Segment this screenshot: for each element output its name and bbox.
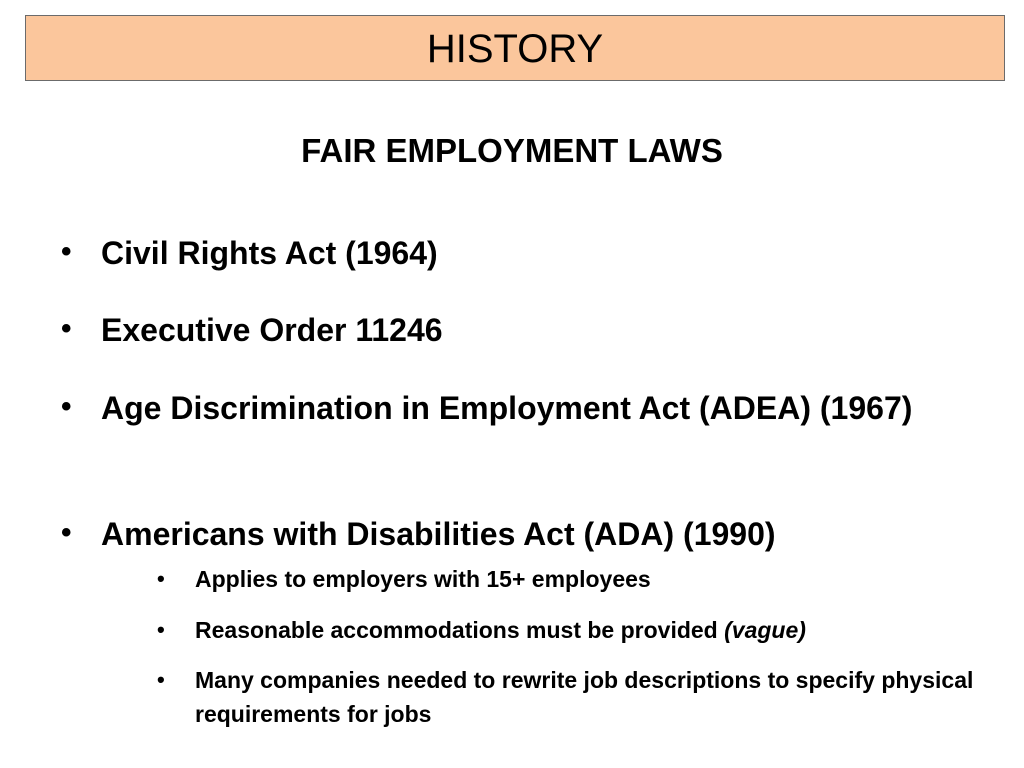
sub-list-item-text-wrapper — [195, 613, 985, 647]
sub-bullet-marker: • — [157, 566, 165, 591]
bullet-marker: • — [61, 390, 72, 423]
list-item-text: Civil Rights Act (1964) — [101, 235, 438, 271]
bullet-marker: • — [61, 235, 72, 268]
emphasis-text: (vague) — [724, 617, 806, 643]
sub-list-item-text: Applies to employers with 15+ employees — [195, 566, 651, 592]
slide-title: HISTORY — [426, 26, 604, 71]
sub-list-item-text: Many companies needed to rewrite job descriptions to specify physical requirements for jobs — [195, 667, 974, 727]
list-item-text: Americans with Disabilities Act (ADA) (1990) — [101, 516, 776, 552]
sub-list-item-text: Reasonable accommodations must be provided — [195, 617, 725, 643]
title-banner — [25, 15, 1005, 81]
list-item-text: Executive Order 11246 — [101, 312, 443, 348]
sub-bullet-marker: • — [157, 617, 165, 642]
list-item-text: Age Discrimination in Employment Act (ADEA) (1967) — [101, 390, 913, 426]
bullet-marker: • — [61, 516, 72, 549]
sub-bullet-marker: • — [157, 667, 165, 692]
slide-subtitle: FAIR EMPLOYMENT LAWS — [301, 132, 723, 169]
bullet-marker: • — [61, 312, 72, 345]
